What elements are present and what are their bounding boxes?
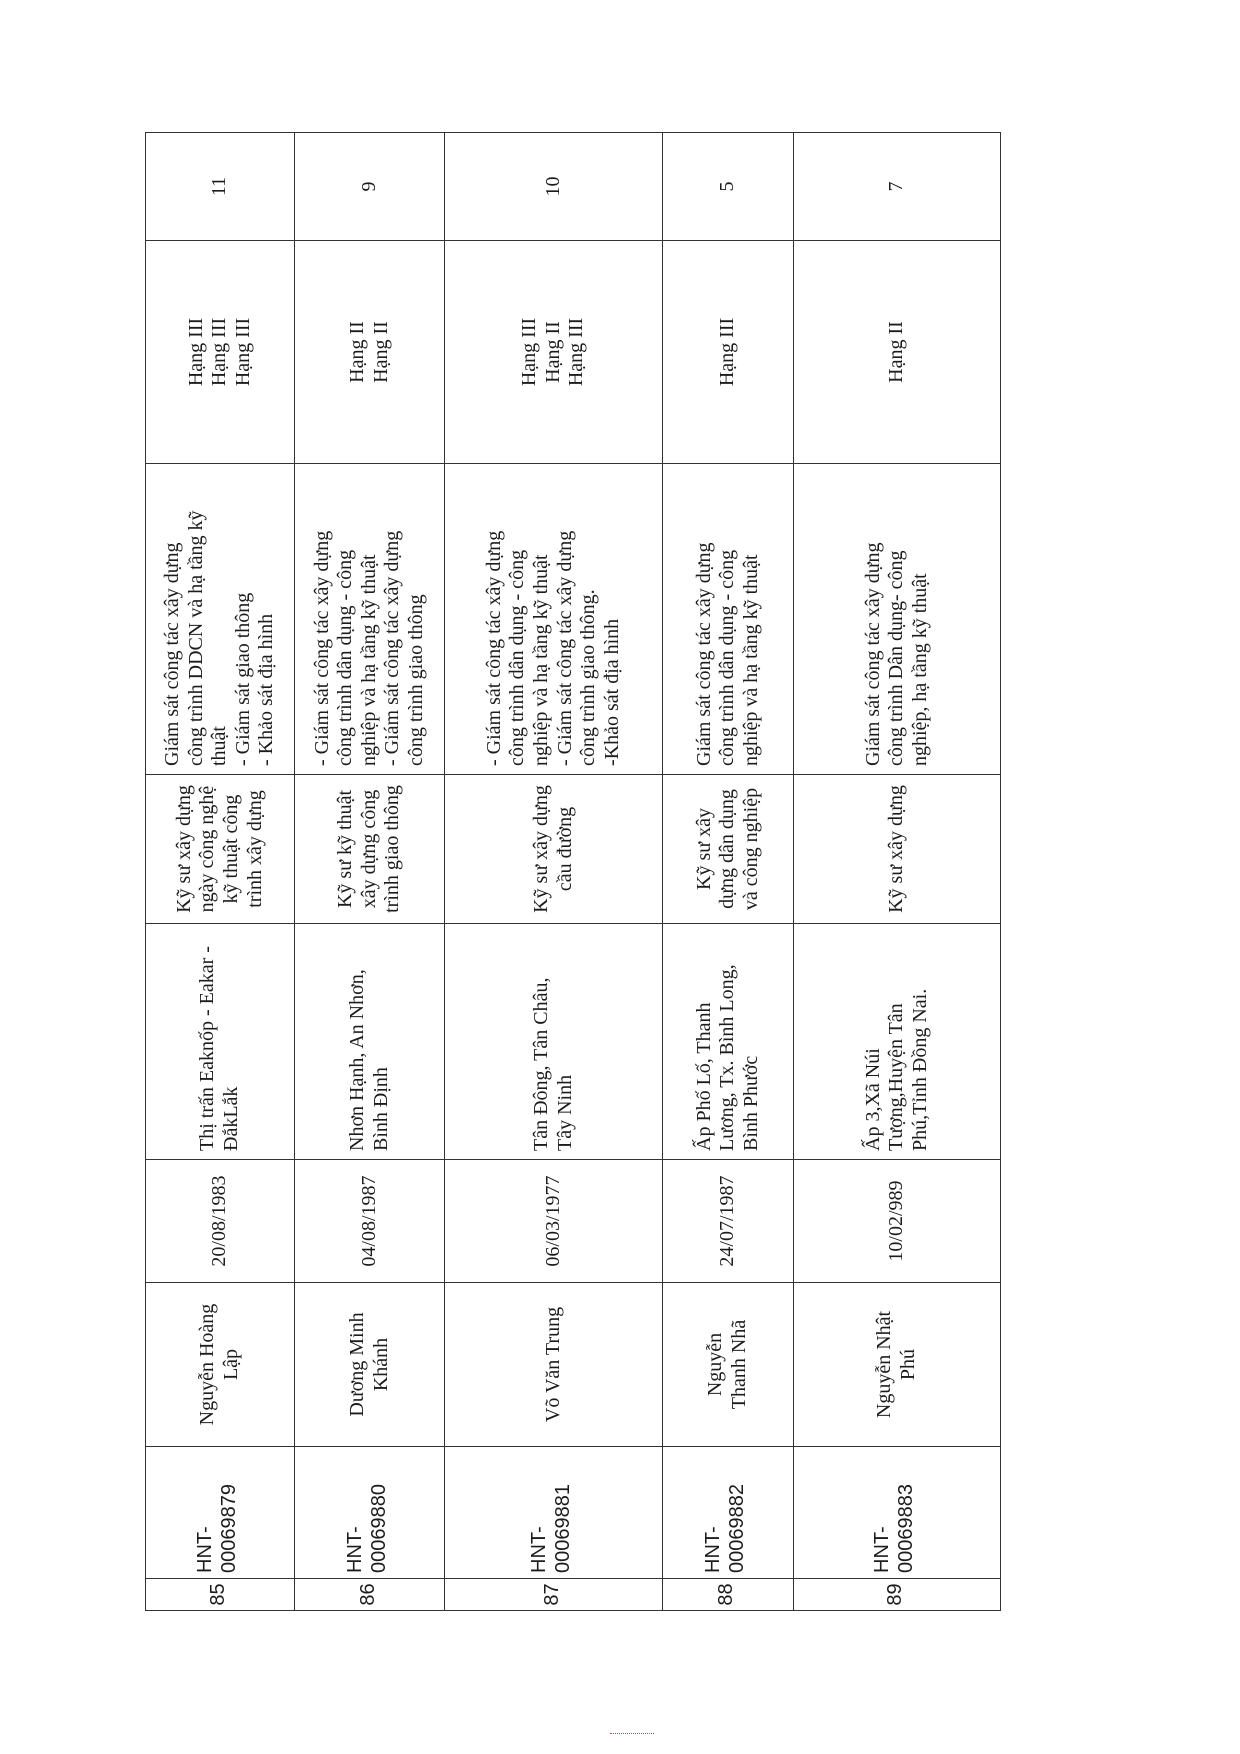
- date-of-birth: 06/03/1977: [445, 1160, 663, 1283]
- address: Thị trấn Eaknốp - Eakar - ĐắkLắk: [146, 924, 295, 1160]
- rank: Hạng III: [663, 241, 794, 464]
- date-of-birth: 04/08/1987: [295, 1160, 445, 1283]
- certificate-code: HNT-00069880: [295, 1447, 445, 1579]
- date-of-birth: 10/02/989: [794, 1160, 1001, 1283]
- person-name: Dương Minh Khánh: [295, 1283, 445, 1447]
- qualification: Kỹ sư kỹ thuật xây dựng công trình giao thông: [295, 775, 445, 924]
- person-name: Nguyễn Thanh Nhã: [663, 1283, 794, 1447]
- practice-field: - Giám sát công tác xây dựng công trình dân dụng - công nghiệp và hạ tầng kỹ thuật - Giám sát công tác xây dựng công trình giao thông. -Khảo sát địa hình: [445, 464, 663, 775]
- table-row: [445, 133, 663, 1611]
- row-number: 88: [663, 1579, 794, 1611]
- validity-count: 11: [146, 133, 295, 241]
- certificate-code: HNT-00069879: [146, 1447, 295, 1579]
- person-name: Võ Văn Trung: [445, 1283, 663, 1447]
- address: Ấp Phố Lố, Thanh Lương, Tx. Bình Long, Bình Phước: [663, 924, 794, 1160]
- validity-count: 9: [295, 133, 445, 241]
- practice-field: Giám sát công tác xây dựng công trình Dân dụng- công nghiệp, hạ tầng kỹ thuật: [794, 464, 1001, 775]
- person-name: Nguyễn Nhật Phú: [794, 1283, 1001, 1447]
- address: Ấp 3,Xã Núi Tượng,Huyện Tân Phú,Tỉnh Đồng Nai.: [794, 924, 1001, 1160]
- rank: Hạng III Hạng III Hạng III: [146, 241, 295, 464]
- table-row: [295, 133, 445, 1611]
- date-of-birth: 20/08/1983: [146, 1160, 295, 1283]
- rotated-table-wrapper: [145, 133, 1000, 1611]
- row-number: 87: [445, 1579, 663, 1611]
- certificate-register-table: [145, 132, 1001, 1611]
- practice-field: Giám sát công tác xây dựng công trình DDCN và hạ tầng kỹ thuật - Giám sát giao thông - Khảo sát địa hình: [146, 464, 295, 775]
- row-number: 85: [146, 1579, 295, 1611]
- qualification: Kỹ sư xây dựng ngày công nghệ kỹ thuật công trình xây dựng: [146, 775, 295, 924]
- qualification: Kỹ sư xây dựng dân dụng và công nghiệp: [663, 775, 794, 924]
- date-of-birth: 24/07/1987: [663, 1160, 794, 1283]
- address: Tân Đông, Tân Châu, Tây Ninh: [445, 924, 663, 1160]
- practice-field: Giám sát công tác xây dựng công trình dân dụng - công nghiệp và hạ tầng kỹ thuật: [663, 464, 794, 775]
- table-row: [146, 133, 295, 1611]
- qualification: Kỹ sư xây dựng: [794, 775, 1001, 924]
- table-row: [663, 133, 794, 1611]
- certificate-code: HNT-00069881: [445, 1447, 663, 1579]
- validity-count: 5: [663, 133, 794, 241]
- row-number: 86: [295, 1579, 445, 1611]
- certificate-code: HNT-00069883: [794, 1447, 1001, 1579]
- rank: Hạng III Hạng II Hạng III: [445, 241, 663, 464]
- rank: Hạng II: [794, 241, 1001, 464]
- practice-field: - Giám sát công tác xây dựng công trình dân dụng - công nghiệp và hạ tầng kỹ thuật - Giám sát công tác xây dựng công trình giao thông: [295, 464, 445, 775]
- address: Nhơn Hạnh, An Nhơn, Bình Định: [295, 924, 445, 1160]
- row-number: 89: [794, 1579, 1001, 1611]
- qualification: Kỹ sư xây dựng cầu đường: [445, 775, 663, 924]
- person-name: Nguyễn Hoàng Lập: [146, 1283, 295, 1447]
- scan-mark: [610, 1733, 654, 1737]
- certificate-code: HNT-00069882: [663, 1447, 794, 1579]
- validity-count: 7: [794, 133, 1001, 241]
- rank: Hạng II Hạng II: [295, 241, 445, 464]
- table-row: [794, 133, 1001, 1611]
- validity-count: 10: [445, 133, 663, 241]
